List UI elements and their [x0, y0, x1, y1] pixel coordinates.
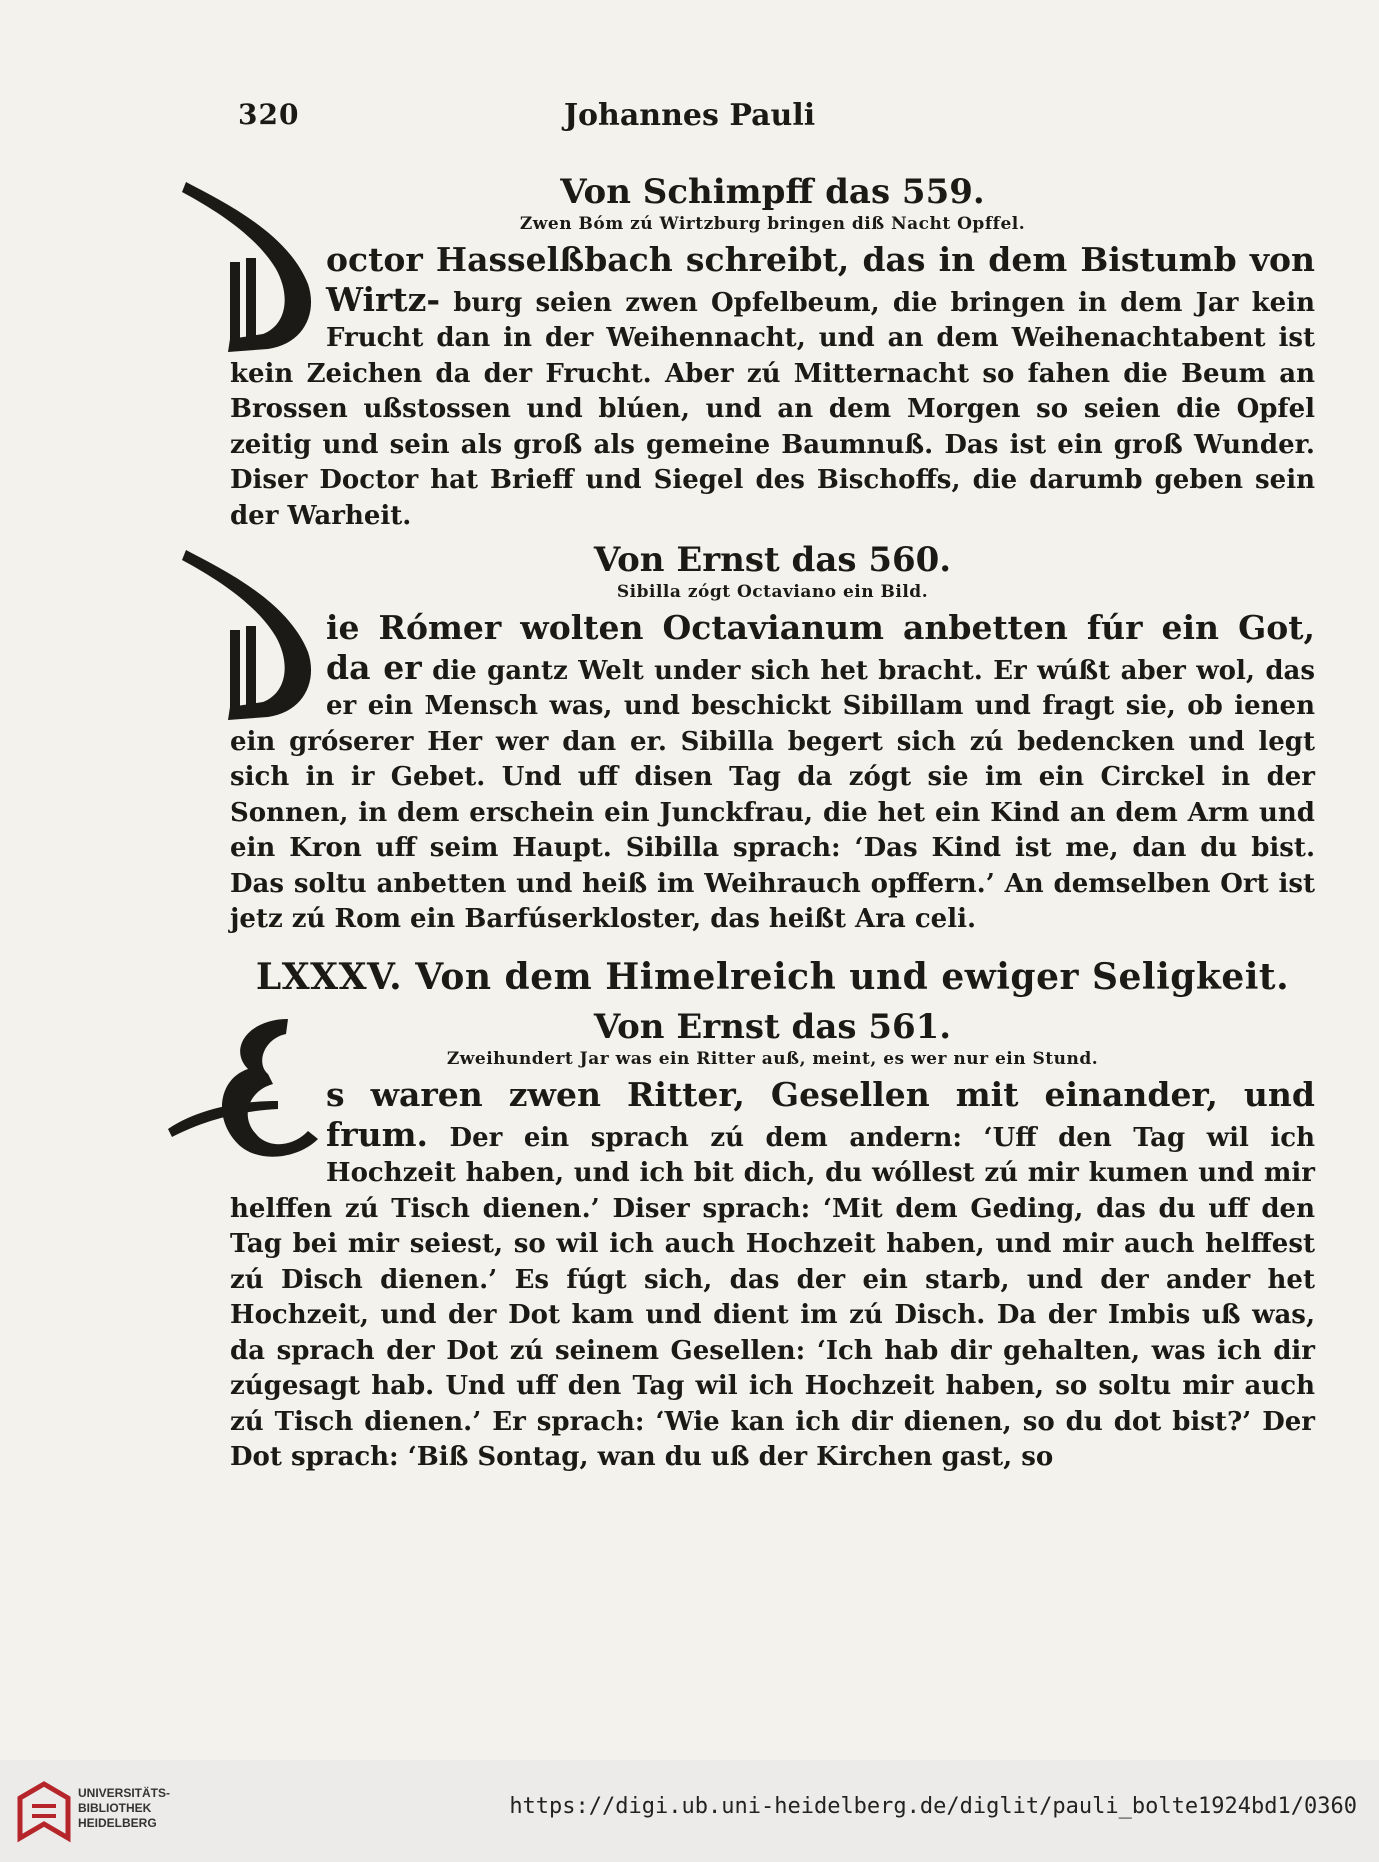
- university-library-logo-icon: [14, 1778, 74, 1846]
- section-559: [230, 172, 1315, 534]
- drop-cap-initial: [228, 244, 316, 356]
- running-title: Johannes Pauli: [563, 98, 816, 133]
- drop-cap-initial: [228, 612, 316, 724]
- drop-cap-swash: [168, 1009, 338, 1199]
- section-paragraph: [230, 1077, 1315, 1476]
- running-head: [0, 98, 1379, 138]
- paragraph-body: Der ein sprach zú dem andern: ‘Uff den Tag wil ich Hochzeit haben, und ich bit dich, du wóllest zú mir kumen und mir helffen zú Tisch dienen.’ Diser sprach: ‘Mit dem Geding, das du uff den Tag bei mir seiest, so wil ich auch Hochzeit haben, und mir auch helffest zú Disch dienen.’ Es fúgt sich, das der ein starb, und der ander het Hochzeit, und der Dot kam und dient im zú Disch. Da der Imbis uß was, da sprach der Dot zú seinem Gesellen: ‘Ich hab dir gehalten, was ich dir zúgesagt hab. Und uff den Tag wil ich Hochzeit haben, so soltu mir auch zú Tisch dienen.’ Er sprach: ‘Wie kan ich dir dienen, so du dot bist?’ Der Dot sprach: ‘Biß Sontag, wan du uß der Kirchen gast, so: [230, 1122, 1315, 1472]
- section-heading: Von Schimpff das 559.: [560, 172, 985, 212]
- section-subheading: Zweihundert Jar was ein Ritter auß, meint, es wer nur ein Stund.: [446, 1049, 1099, 1069]
- library-name: UNIVERSITÄTS- BIBLIOTHEK HEIDELBERG: [78, 1786, 171, 1830]
- drop-cap-swash: [168, 542, 318, 732]
- first-line-words: octor Hasselßbach schreibt, das in dem Bistumb von Wirtz-: [326, 240, 1315, 319]
- permalink-url[interactable]: https://digi.ub.uni-heidelberg.de/diglit/pauli_bolte1924bd1/0360: [509, 1794, 1357, 1819]
- page-number: 320: [238, 98, 300, 131]
- paragraph-body: burg seien zwen Opfelbeum, die bringen in dem Jar kein Frucht dan in der Weihennacht, und an dem Weihenachtabent ist kein Zeichen da der Frucht. Aber zú Mitternacht so fahen die Beum an Brossen ußstossen und blúen, und an dem Morgen so seien die Opfel zeitig und sein als groß als gemeine Baumnuß. Das ist ein groß Wunder. Diser Doctor hat Brieff und Siegel des Bischoffs, die darumb geben sein der Warheit.: [230, 287, 1315, 531]
- section-paragraph: [230, 610, 1315, 938]
- first-line-words: ie Rómer wolten Octavianum anbetten fúr ein Got, da er: [326, 608, 1315, 687]
- drop-cap-swash: [168, 174, 318, 364]
- section-heading: Von Ernst das 561.: [593, 1007, 952, 1047]
- section-subheading: Sibilla zógt Octaviano ein Bild.: [616, 582, 929, 602]
- first-line-words: s waren zwen Ritter, Gesellen mit einander, und frum.: [326, 1075, 1315, 1154]
- paragraph-body: die gantz Welt under sich het bracht. Er wúßt aber wol, das er ein Mensch was, und beschickt Sibillam und fragt sie, ob ienen ein gróserer Her wer dan er. Sibilla begert sich zú bedencken und legt sich in ir Gebet. Und uff disen Tag da zógt sie im ein Circkel in der Sonnen, in dem erschein ein Junckfrau, die het ein Kind an dem Arm und ein Kron uff seim Haupt. Sibilla sprach: ‘Das Kind ist me, dan du bist. Das soltu anbetten und heiß im Weihrauch opffern.’ An demselben Ort ist jetz zú Rom ein Barfúserkloster, das heißt Ara celi.: [230, 655, 1316, 934]
- section-560: [230, 540, 1315, 938]
- viewer-footer: [0, 1760, 1379, 1862]
- drop-cap-initial: [228, 1079, 316, 1191]
- section-561: [230, 955, 1315, 1476]
- section-subheading: Zwen Bóm zú Wirtzburg bringen diß Nacht Opffel.: [519, 214, 1026, 234]
- section-heading: Von Ernst das 560.: [593, 540, 952, 580]
- section-paragraph: [230, 242, 1315, 534]
- chapter-heading: LXXXV. Von dem Himelreich und ewiger Seligkeit.: [255, 956, 1290, 998]
